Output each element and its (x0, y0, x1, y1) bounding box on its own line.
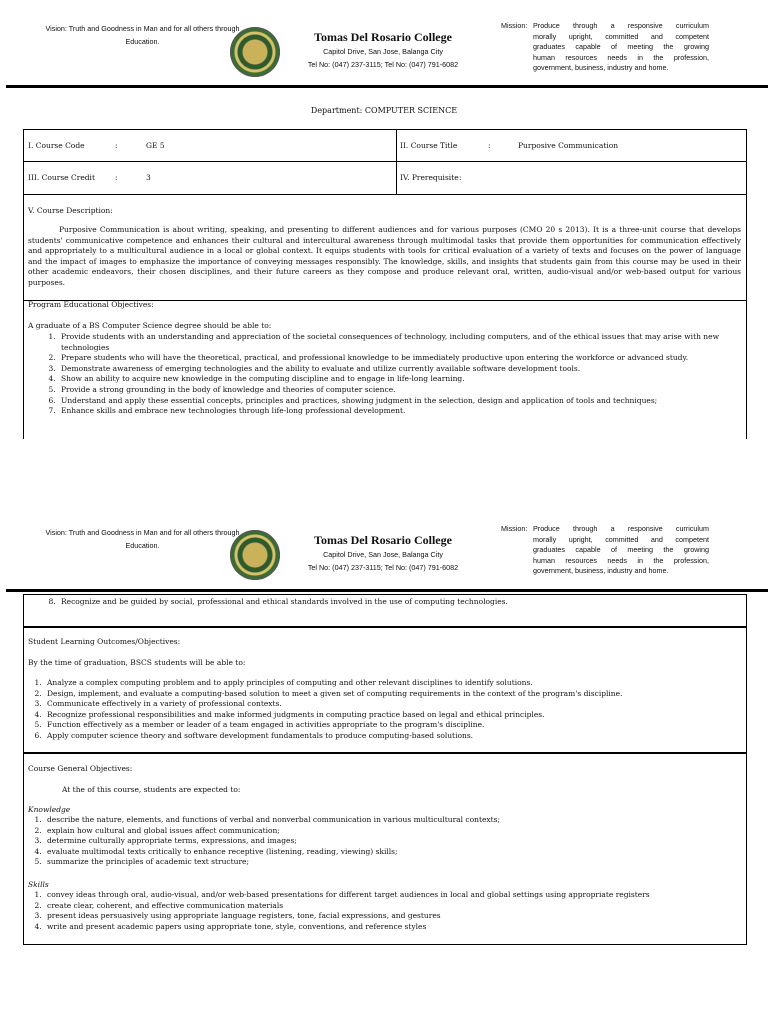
mission-label: Mission: (501, 524, 528, 533)
mission-line: morally upright, committed and competent (533, 31, 709, 41)
course-description-heading: V. Course Description: (28, 206, 113, 215)
mission-line: government, business, industry and home. (533, 566, 669, 575)
mission-line: Produce through a responsive curriculum (533, 21, 709, 30)
list-item: 4. evaluate multimodal texts critically to enhance receptive (listening, reading, viewing) skills; (44, 847, 733, 858)
mission-line: morally upright, committed and competent (533, 534, 709, 544)
header-rule (6, 589, 768, 592)
course-title-value: Purposive Communication (518, 141, 619, 150)
college-address: Capitol Drive, San Jose, Balanga City (323, 550, 443, 559)
list-item: 2. Design, implement, and evaluate a computing-based solution to meet a given set of computing requirements in the context of the program's discipline. (44, 689, 733, 700)
list-item: 1. convey ideas through oral, audio-visual, and/or web-based presentations for different target audiences in local and global settings using appropriate registers (44, 890, 708, 901)
list-item: 4. write and present academic papers using appropriate tone, style, conventions, and reference styles (44, 922, 708, 933)
prerequisite-label: IV. Prerequisite (400, 173, 459, 182)
department-label: Department: COMPUTER SCIENCE (310, 106, 458, 115)
list-item: 1. Analyze a complex computing problem and to apply principles of computing and other relevant disciplines to identify solutions. (44, 678, 733, 689)
slo-heading: Student Learning Outcomes/Objectives: (28, 637, 181, 646)
list-item: 3. determine culturally appropriate terms, expressions, and images; (44, 836, 733, 847)
mission-line: human resources needs in the profession, (533, 52, 709, 62)
list-item: 2. explain how cultural and global issues affect communication; (44, 826, 733, 837)
list-item: 8. Recognize and be guided by social, professional and ethical standards involved in the use of computing technologies. (58, 597, 722, 608)
knowledge-heading: Knowledge (28, 805, 71, 814)
slo-list (8, 678, 733, 742)
mission-line: graduates capable of meeting the growing (533, 42, 709, 51)
list-item: 6. Apply computer science theory and software development fundamentals to produce computing-based solutions. (44, 731, 733, 742)
knowledge-list (8, 815, 733, 868)
vision-statement: Vision: Truth and Goodness in Man and for all others through Education. (45, 24, 240, 46)
list-item: 4. Recognize professional responsibilities and make informed judgments in computing practice based on legal and ethical principles. (44, 710, 733, 721)
skills-list (8, 890, 708, 932)
cgo-intro: At the of this course, students are expected to: (62, 785, 241, 794)
list-item: 5. Function effectively as a member or leader of a team engaged in activities appropriate to the program's discipline. (44, 720, 733, 731)
mission-line: Produce through a responsive curriculum (533, 524, 709, 533)
list-item: 3. Communicate effectively in a variety of professional contexts. (44, 699, 733, 710)
vision-statement: Vision: Truth and Goodness in Man and for all others through Education. (45, 528, 240, 550)
list-item: 7. Enhance skills and embrace new technologies through life-long professional development. (58, 406, 722, 417)
skills-heading: Skills (28, 880, 49, 889)
college-phone: Tel No: (047) 237-3115; Tel No: (047) 791-6082 (307, 563, 459, 572)
course-code-value: GE 5 (146, 141, 165, 150)
list-item: 5. summarize the principles of academic text structure; (44, 857, 733, 868)
course-credit-value: 3 (146, 173, 151, 182)
course-description-text: Purposive Communication is about writing, speaking, and presenting to different audiences and for various purposes (CMO 20 s 2013). It is a three-unit course that develops students' communicative competence and enhances their cultural and intercultural awareness through multimodal tasks that provide them opportunities for communication effectively and appropriately to a multicultural audience in a local or global context. It equips students with tools for critical evaluation of a variety of texts and focuses on the power of language and the impact of images to emphasize the importance of conveying messages responsibly. The knowledge, skills, and insights that students gain from this course may be used in their other academic endeavors, their chosen disciplines, and their future careers as they compose and produce relevant oral, written, audio-visual and/or web-based output for various purposes. (28, 225, 741, 287)
list-item: 6. Understand and apply these essential concepts, principles and practices, showing judgment in the selection, design and application of tools and techniques; (58, 396, 722, 407)
list-item: 4. Show an ability to acquire new knowledge in the computing discipline and to engage in life-long learning. (58, 374, 722, 385)
course-credit-label: III. Course Credit (28, 173, 95, 182)
mission-statement (533, 524, 709, 577)
college-name: Tomas Del Rosario College (314, 533, 452, 547)
college-address: Capitol Drive, San Jose, Balanga City (323, 47, 443, 56)
mission-line: government, business, industry and home. (533, 63, 669, 72)
cgo-heading: Course General Objectives: (28, 764, 133, 773)
slo-intro: By the time of graduation, BSCS students will be able to: (28, 658, 246, 667)
list-item: 3. Demonstrate awareness of emerging technologies and the ability to evaluate and utilize currently available software development tools. (58, 364, 722, 375)
mission-label: Mission: (501, 21, 528, 30)
header-rule (6, 85, 768, 88)
peo-heading: Program Educational Objectives: (28, 300, 154, 309)
college-name: Tomas Del Rosario College (314, 30, 452, 44)
list-item: 5. Provide a strong grounding in the body of knowledge and theories of computer science. (58, 385, 722, 396)
college-phone: Tel No: (047) 237-3115; Tel No: (047) 791-6082 (307, 60, 459, 69)
list-item: 1. describe the nature, elements, and functions of verbal and nonverbal communication in various multicultural contexts; (44, 815, 733, 826)
list-item: 3. present ideas persuasively using appropriate language registers, tone, facial expressions, and gestures (44, 911, 708, 922)
mission-line: graduates capable of meeting the growing (533, 545, 709, 554)
list-item: 2. create clear, coherent, and effective communication materials (44, 901, 708, 912)
course-title-label: II. Course Title (400, 141, 458, 150)
list-item: 2. Prepare students who will have the theoretical, practical, and professional knowledge to be immediately productive upon entering the workforce or advanced study. (58, 353, 722, 364)
list-item: 1. Provide students with an understanding and appreciation of the societal consequences of technology, including computers, and of the ethical issues that may arise with new technologies (58, 332, 722, 353)
peo-intro: A graduate of a BS Computer Science degree should be able to: (28, 321, 272, 330)
mission-statement (533, 21, 709, 74)
peo-list (22, 332, 722, 417)
course-code-label: I. Course Code (28, 141, 85, 150)
mission-line: human resources needs in the profession, (533, 555, 709, 565)
